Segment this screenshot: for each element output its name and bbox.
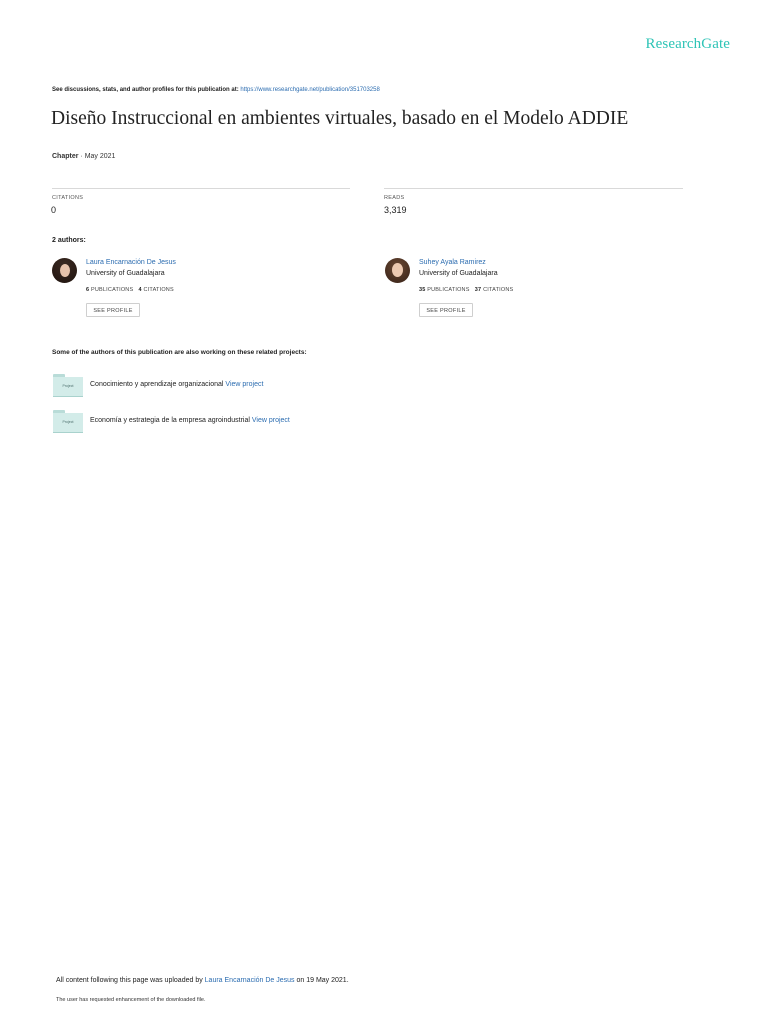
reads-divider [384, 188, 683, 189]
project-folder-icon[interactable] [53, 410, 83, 432]
publication-type: Chapter [52, 153, 79, 160]
project-text [90, 381, 263, 388]
reads-label: READS [384, 195, 405, 201]
author-stats [86, 287, 174, 293]
uploaded-suffix: on 19 May 2021. [294, 977, 349, 984]
author-citations-label: CITATIONS [143, 287, 174, 293]
publications-count: 35 [419, 287, 426, 293]
author-photo-icon[interactable] [385, 258, 410, 283]
project-text [90, 417, 290, 424]
author-institution: University of Guadalajara [419, 270, 498, 277]
related-projects-heading: Some of the authors of this publication are also working on these related projects: [52, 349, 307, 356]
author-photo-icon[interactable] [52, 258, 77, 283]
author-name-link[interactable]: Suhey Ayala Ramirez [419, 259, 486, 266]
project-folder-label: Project [53, 413, 83, 433]
author-name-link[interactable]: Laura Encarnación De Jesus [86, 259, 176, 266]
meta-separator: · [78, 153, 85, 160]
project-name: Conocimiento y aprendizaje organizacional [90, 381, 224, 388]
researchgate-logo[interactable]: ResearchGate [645, 36, 730, 52]
view-project-link[interactable]: View project [251, 417, 290, 424]
project-folder-icon[interactable] [53, 374, 83, 396]
publications-label: PUBLICATIONS [91, 287, 134, 293]
citations-value: 0 [51, 205, 57, 215]
author-card [385, 258, 665, 320]
publication-title: Diseño Instruccional en ambientes virtuales, basado en el Modelo ADDIE [51, 108, 629, 129]
citations-divider [52, 188, 350, 189]
authors-heading: 2 authors: [52, 237, 86, 244]
publications-count: 6 [86, 287, 90, 293]
project-folder-label: Project [53, 377, 83, 397]
author-institution: University of Guadalajara [86, 270, 165, 277]
project-name: Economía y estrategia de la empresa agroindustrial [90, 417, 250, 424]
author-citations-label: CITATIONS [483, 287, 514, 293]
project-row [53, 374, 353, 398]
publication-date: May 2021 [84, 153, 116, 160]
see-profile-button[interactable]: SEE PROFILE [86, 303, 140, 317]
enhancement-note: The user has requested enhancement of the downloaded file. [56, 997, 206, 1003]
uploaded-prefix: All content following this page was uploaded by [56, 977, 205, 984]
discussions-line [52, 87, 380, 93]
citations-count: 37 [474, 287, 482, 293]
author-card [52, 258, 332, 320]
reads-value: 3,319 [384, 205, 407, 215]
publications-label: PUBLICATIONS [427, 287, 470, 293]
view-project-link[interactable]: View project [225, 381, 264, 388]
citations-label: CITATIONS [52, 195, 84, 201]
uploaded-by-line [56, 977, 349, 984]
publication-meta [52, 153, 115, 160]
citations-count: 4 [138, 287, 142, 293]
discussions-text: See discussions, stats, and author profiles for this publication at: [52, 87, 241, 93]
publication-url-link[interactable]: https://www.researchgate.net/publication/351703258 [240, 87, 380, 93]
author-stats [419, 287, 513, 293]
see-profile-button[interactable]: SEE PROFILE [419, 303, 473, 317]
uploader-link[interactable]: Laura Encarnación De Jesus [204, 977, 295, 984]
project-row [53, 410, 353, 434]
